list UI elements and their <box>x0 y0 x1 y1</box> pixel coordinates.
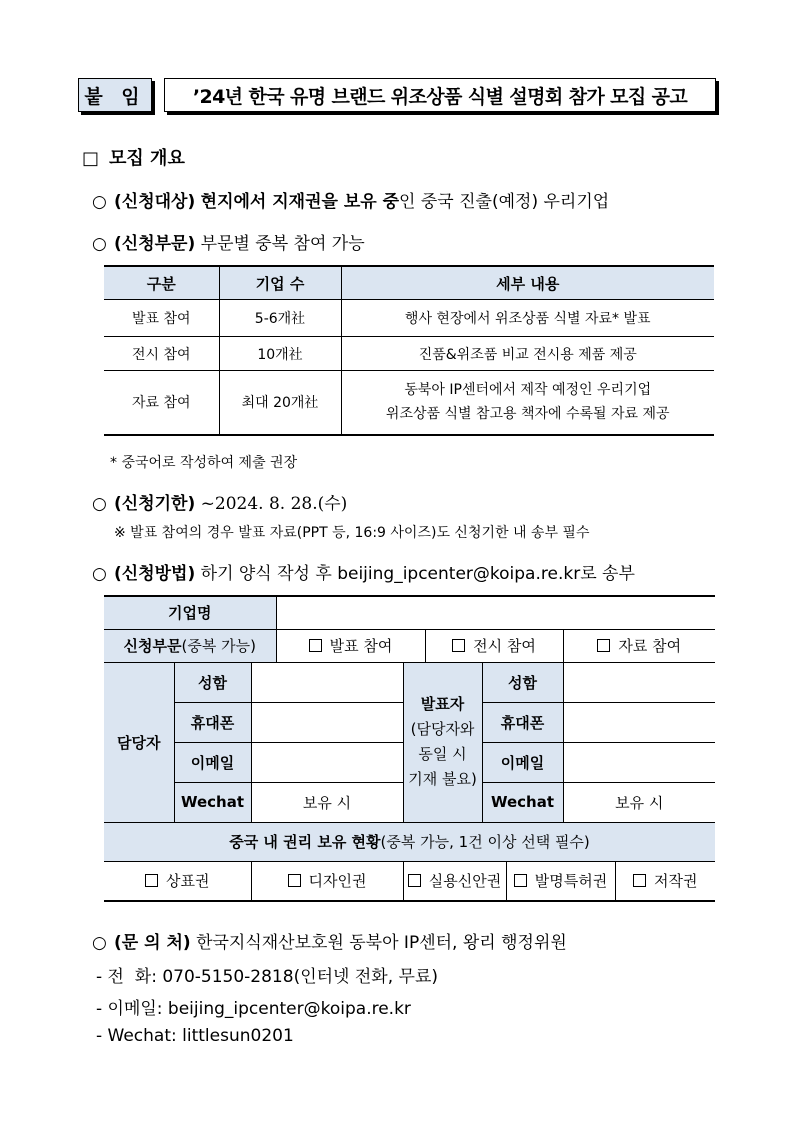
presenter-phone-input[interactable] <box>563 702 715 742</box>
company-input[interactable] <box>276 596 715 629</box>
presenter-title: 발표자 <box>420 695 465 713</box>
row-count: 5-6개社 <box>219 300 341 337</box>
method-label: (신청방법) <box>114 564 196 584</box>
rights-option-copyright[interactable] <box>615 861 715 901</box>
row-detail-line: 동북아 IP센터에서 제작 예정인 우리기업 <box>404 382 652 399</box>
division-option-material[interactable] <box>563 629 715 662</box>
checkbox-icon <box>633 874 646 887</box>
rights-option-patent[interactable] <box>506 861 615 901</box>
row-count: 최대 20개社 <box>219 371 341 435</box>
field-label: 성함 <box>482 662 563 702</box>
division-table <box>104 265 714 436</box>
contact-text: 한국지식재산보호원 동북아 IP센터, 왕리 행정위원 <box>196 933 567 953</box>
deadline-text: ~2024. 8. 28.(수) <box>200 494 348 514</box>
presenter-label <box>403 662 482 822</box>
presenter-note-line: 기재 불요) <box>408 770 477 788</box>
option-label: 발표 참여 <box>329 637 393 655</box>
target-label: (신청대상) <box>114 192 196 212</box>
table-header: 기업 수 <box>219 266 341 300</box>
row-detail: 진품&위조품 비교 전시용 제품 제공 <box>341 337 714 371</box>
section-title: 모집 개요 <box>109 148 185 169</box>
division-label: (신청부문) <box>114 234 196 254</box>
manager-name-input[interactable] <box>251 662 403 702</box>
method-text: 하기 양식 작성 후 beijing_ipcenter@koipa.re.kr로 송부 <box>200 564 635 584</box>
circle-bullet-icon: ○ <box>92 192 107 212</box>
table-footnote: * 중국어로 작성하여 제출 권장 <box>110 455 298 471</box>
presenter-email-input[interactable] <box>563 742 715 782</box>
manager-wechat-input[interactable]: 보유 시 <box>251 782 403 822</box>
field-label: 이메일 <box>482 742 563 782</box>
contact-wechat: - Wechat: littlesun0201 <box>96 1026 294 1046</box>
row-detail <box>341 371 714 435</box>
option-label: 발명특허권 <box>534 872 608 891</box>
division-text: 부문별 중복 참여 가능 <box>200 234 365 254</box>
rights-option-utility[interactable] <box>403 861 506 901</box>
presenter-note-line: 동일 시 <box>418 745 467 763</box>
rights-option-design[interactable] <box>251 861 403 901</box>
attachment-badge: 붙 임 <box>78 78 152 112</box>
division-field-note: (중복 가능) <box>181 637 256 655</box>
rights-label <box>104 822 715 861</box>
field-label: 성함 <box>174 662 251 702</box>
contact-label: (문 의 처) <box>114 933 191 953</box>
field-label: 이메일 <box>174 742 251 782</box>
checkbox-icon <box>597 639 610 652</box>
deadline-label: (신청기한) <box>114 494 196 514</box>
row-detail-line: 위조상품 식별 참고용 책자에 수록될 자료 제공 <box>385 406 670 423</box>
option-label: 저작권 <box>654 872 698 891</box>
checkbox-icon <box>514 874 527 887</box>
division-option-exhibition[interactable] <box>425 629 563 662</box>
division-option-presentation[interactable] <box>276 629 425 662</box>
circle-bullet-icon: ○ <box>92 933 107 953</box>
checkbox-icon <box>408 874 421 887</box>
option-label: 실용신안권 <box>428 872 502 891</box>
section-heading <box>82 144 185 170</box>
option-label: 자료 참여 <box>618 637 682 655</box>
bullet-target <box>92 187 609 212</box>
circle-bullet-icon: ○ <box>92 564 107 584</box>
row-count: 10개社 <box>219 337 341 371</box>
field-label: Wechat <box>174 782 251 822</box>
row-type: 전시 참여 <box>104 337 219 371</box>
checkbox-icon <box>309 639 322 652</box>
manager-label: 담당자 <box>104 662 174 822</box>
manager-phone-input[interactable] <box>251 702 403 742</box>
contact-email[interactable]: - 이메일: beijing_ipcenter@koipa.re.kr <box>96 999 411 1019</box>
rights-note: (중복 가능, 1건 이상 선택 필수) <box>380 833 590 851</box>
deadline-note: ※ 발표 참여의 경우 발표 자료(PPT 등, 16:9 사이즈)도 신청기한 내 송부 필수 <box>114 525 590 541</box>
target-text: 인 중국 진출(예정) 우리기업 <box>399 192 610 212</box>
presenter-wechat-input[interactable]: 보유 시 <box>563 782 715 822</box>
table-row <box>104 337 714 371</box>
checkbox-icon <box>452 639 465 652</box>
table-header: 구분 <box>104 266 219 300</box>
circle-bullet-icon: ○ <box>92 234 107 254</box>
target-bold: 현지에서 지재권을 보유 중 <box>200 192 400 212</box>
bullet-contact <box>92 928 567 953</box>
bullet-deadline <box>92 489 347 514</box>
document-title: ’24년 한국 유명 브랜드 위조상품 식별 설명회 참가 모집 공고 <box>164 78 716 112</box>
field-label: 휴대폰 <box>482 702 563 742</box>
table-header: 세부 내용 <box>341 266 714 300</box>
rights-title: 중국 내 권리 보유 현황 <box>229 833 381 851</box>
presenter-name-input[interactable] <box>563 662 715 702</box>
table-row <box>104 300 714 337</box>
rights-option-trademark[interactable] <box>104 861 251 901</box>
option-label: 전시 참여 <box>473 637 536 655</box>
option-label: 상표권 <box>166 872 210 891</box>
row-detail: 행사 현장에서 위조상품 식별 자료* 발표 <box>341 300 714 337</box>
bullet-method <box>92 559 635 584</box>
checkbox-square-icon: □ <box>82 148 100 169</box>
row-type: 발표 참여 <box>104 300 219 337</box>
checkbox-icon <box>288 874 301 887</box>
presenter-note-line: (담당자와 <box>410 720 475 738</box>
field-label: Wechat <box>482 782 563 822</box>
table-row <box>104 371 714 435</box>
checkbox-icon <box>145 874 158 887</box>
application-form <box>104 595 715 902</box>
division-field-label <box>104 629 276 662</box>
option-label: 디자인권 <box>308 872 367 891</box>
row-type: 자료 참여 <box>104 371 219 435</box>
bullet-division <box>92 229 365 254</box>
field-label: 휴대폰 <box>174 702 251 742</box>
circle-bullet-icon: ○ <box>92 494 107 514</box>
contact-phone: - 전 화: 070-5150-2818(인터넷 전화, 무료) <box>96 967 438 987</box>
company-label: 기업명 <box>104 596 276 629</box>
manager-email-input[interactable] <box>251 742 403 782</box>
division-field-title: 신청부문 <box>123 637 182 655</box>
